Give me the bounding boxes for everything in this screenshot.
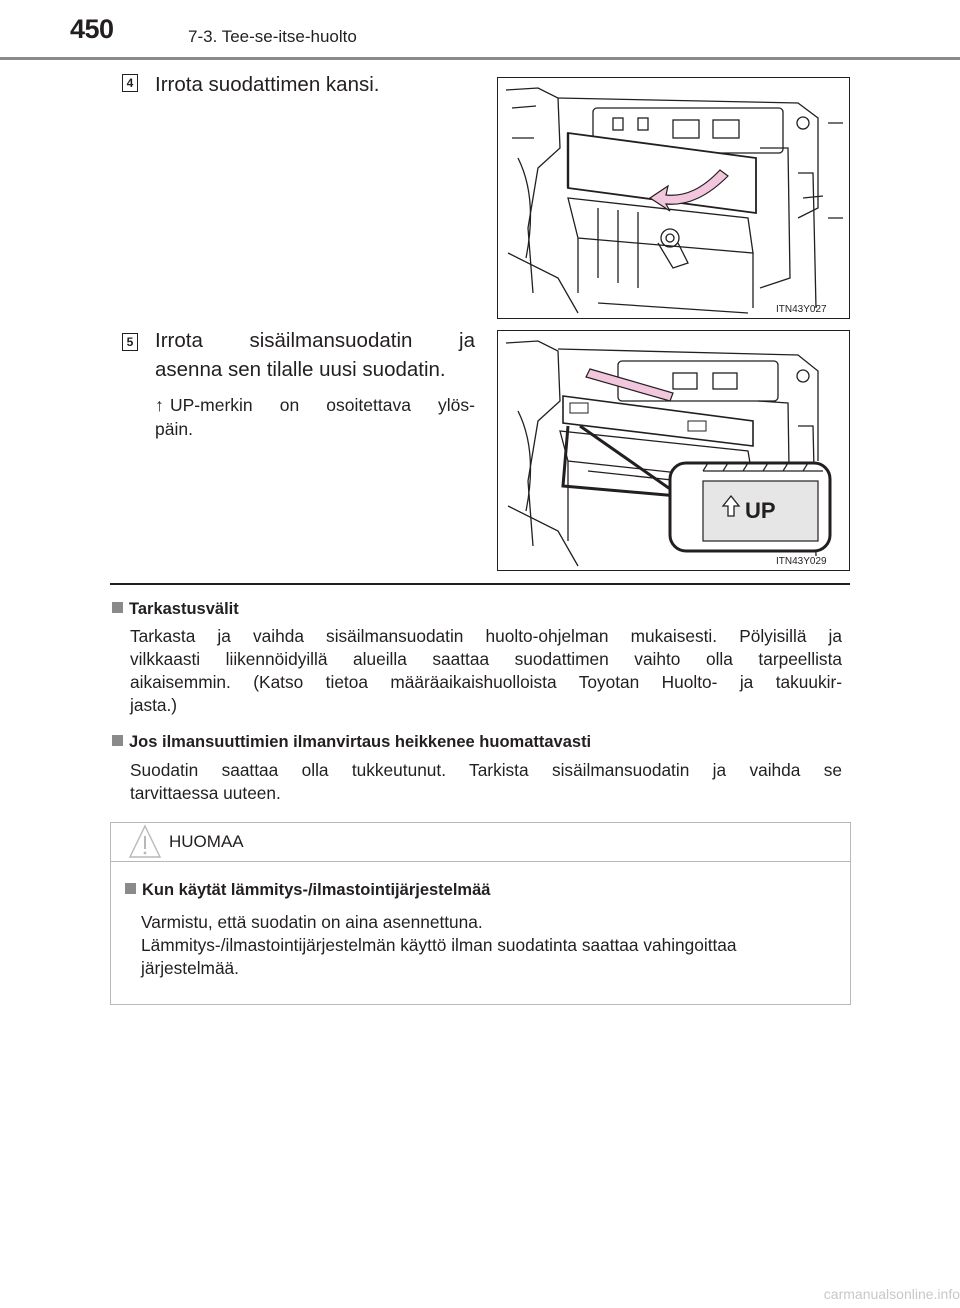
info-line: jasta.) <box>130 695 178 715</box>
header-rule <box>0 57 960 60</box>
filter-cover-illustration <box>498 78 849 318</box>
notice-subheading <box>125 881 490 900</box>
step-number-5: 5 <box>122 333 138 351</box>
square-bullet-icon <box>125 883 136 894</box>
section-divider <box>110 583 850 585</box>
info-line: tarvittaessa uuteen. <box>130 783 281 803</box>
figure-code: ITN43Y029 <box>776 556 827 567</box>
square-bullet-icon <box>112 602 123 613</box>
notice-subheading-text: Kun käytät lämmitys-/ilmastointijärjestelmää <box>142 881 491 899</box>
step-5-text-line2: asenna sen tilalle uusi suodatin. <box>155 358 446 381</box>
info-body-airflow <box>130 759 842 805</box>
info-heading-airflow <box>112 731 591 753</box>
info-heading-text: Tarkastusvälit <box>129 600 239 618</box>
info-body-inspection <box>130 625 842 717</box>
info-line: vilkkaasti liikennöidyillä alueilla saattaa suodattimen vaihto olla tarpeellista <box>130 649 842 669</box>
info-line: Tarkasta ja vaihda sisäilmansuodatin huolto-ohjelman mukaisesti. Pölyisillä ja <box>130 626 842 646</box>
notice-line: Lämmitys-/ilmastointijärjestelmän käyttö ilman suodatinta saattaa vahingoittaa <box>141 935 737 955</box>
step-5-sub-line2: päin. <box>155 419 193 439</box>
step-4-text: Irrota suodattimen kansi. <box>155 73 380 96</box>
figure-filter-cover <box>497 77 850 319</box>
filter-insert-arrow <box>586 369 673 401</box>
up-label: UP <box>745 498 776 523</box>
step-5-bullet-icon: ↑ <box>155 395 164 415</box>
figure-filter-replace <box>497 330 850 571</box>
page-number: 450 <box>70 14 114 44</box>
warning-triangle-icon <box>128 823 162 866</box>
notice-line: järjestelmää. <box>141 958 239 978</box>
info-line: Suodatin saattaa olla tukkeutunut. Tarkista sisäilmansuodatin ja vaihda se <box>130 760 842 780</box>
section-title: 7-3. Tee-se-itse-huolto <box>188 27 357 46</box>
notice-body <box>141 911 841 980</box>
info-heading-text: Jos ilmansuuttimien ilmanvirtaus heikkenee huomattavasti <box>129 733 592 751</box>
watermark: carmanualsonline.info <box>823 1286 960 1302</box>
notice-title: HUOMAA <box>169 832 244 851</box>
filter-replace-illustration <box>498 331 849 570</box>
notice-line: Varmistu, että suodatin on aina asennettuna. <box>141 912 483 932</box>
figure-code: ITN43Y027 <box>776 304 827 315</box>
step-5-text-line1: Irrota sisäilmansuodatin ja <box>155 329 475 352</box>
notice-divider <box>111 861 850 862</box>
info-heading-inspection <box>112 598 239 620</box>
square-bullet-icon <box>112 735 123 746</box>
notice-box <box>110 822 851 1005</box>
info-line: aikaisemmin. (Katso tietoa määräaikaishuolloista Toyotan Huolto- ja takuukir- <box>130 672 842 692</box>
step-5-sub-line1: UP-merkin on osoitettava ylös- <box>170 395 475 415</box>
step-number-4: 4 <box>122 74 138 92</box>
